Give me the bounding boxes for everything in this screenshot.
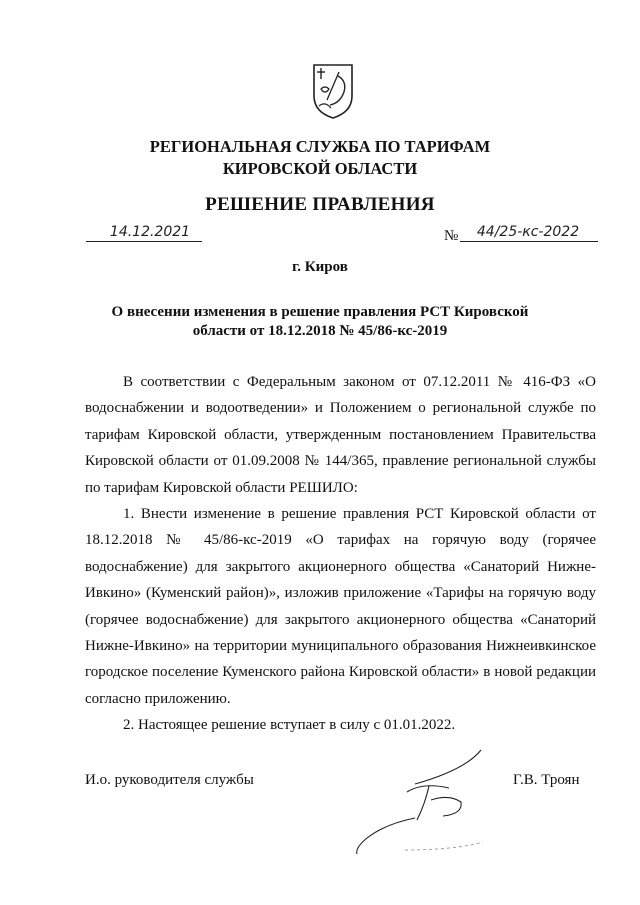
city: г. Киров (292, 259, 348, 275)
number-underline (460, 241, 598, 242)
preamble-paragraph: В соответствии с Федеральным законом от 07.12.2011 № 416-ФЗ «О водоснабжении и водоотведении» и Положением о региональной службе по тарифам Кировской области, утвержденным постановлением Правительства Кировской области от 01.09.2008 № 144/365, правление региональной службы по тарифам Кировской области РЕШИЛО: (85, 374, 596, 496)
document-number: 44/25-кс-2022 (476, 224, 580, 240)
item-2-paragraph: 2. Настоящее решение вступает в силу с 01.01.2022. (123, 717, 456, 734)
subject-line-2: области от 18.12.2018 № 45/86-кс-2019 (192, 323, 448, 339)
signature-icon (345, 742, 495, 857)
coat-of-arms-icon (311, 62, 355, 120)
subject-line-1: О внесении изменения в решение правления РСТ Кировской (111, 304, 529, 320)
org-line-1: РЕГИОНАЛЬНАЯ СЛУЖБА ПО ТАРИФАМ (149, 137, 491, 156)
signatory-name: Г.В. Троян (513, 772, 580, 788)
document-body (85, 369, 596, 739)
organization-name (0, 136, 640, 180)
number-sign: № (444, 228, 459, 244)
document-type: РЕШЕНИЕ ПРАВЛЕНИЯ (205, 194, 435, 215)
signatory-position: И.о. руководителя службы (85, 772, 254, 788)
document-date: 14.12.2021 (109, 224, 191, 240)
date-underline (86, 241, 202, 242)
org-line-2: КИРОВСКОЙ ОБЛАСТИ (222, 159, 418, 178)
document-subject (0, 303, 640, 341)
item-1-paragraph: 1. Внести изменение в решение правления РСТ Кировской области от 18.12.2018 № 45/86-кс-2019 «О тарифах на горячую воду (горячее водоснабжение) для закрытого акционерного общества «Санаторий Нижне-Ивкино» (Куменский район)», изложив приложение «Тарифы на горячую воду (горячее водоснабжение) для закрытого акционерного общества «Санаторий Нижне-Ивкино» на территории муниципального образования Нижнеивкинское городское поселение Куменского района Кировской области» в новой редакции согласно приложению. (85, 506, 596, 707)
